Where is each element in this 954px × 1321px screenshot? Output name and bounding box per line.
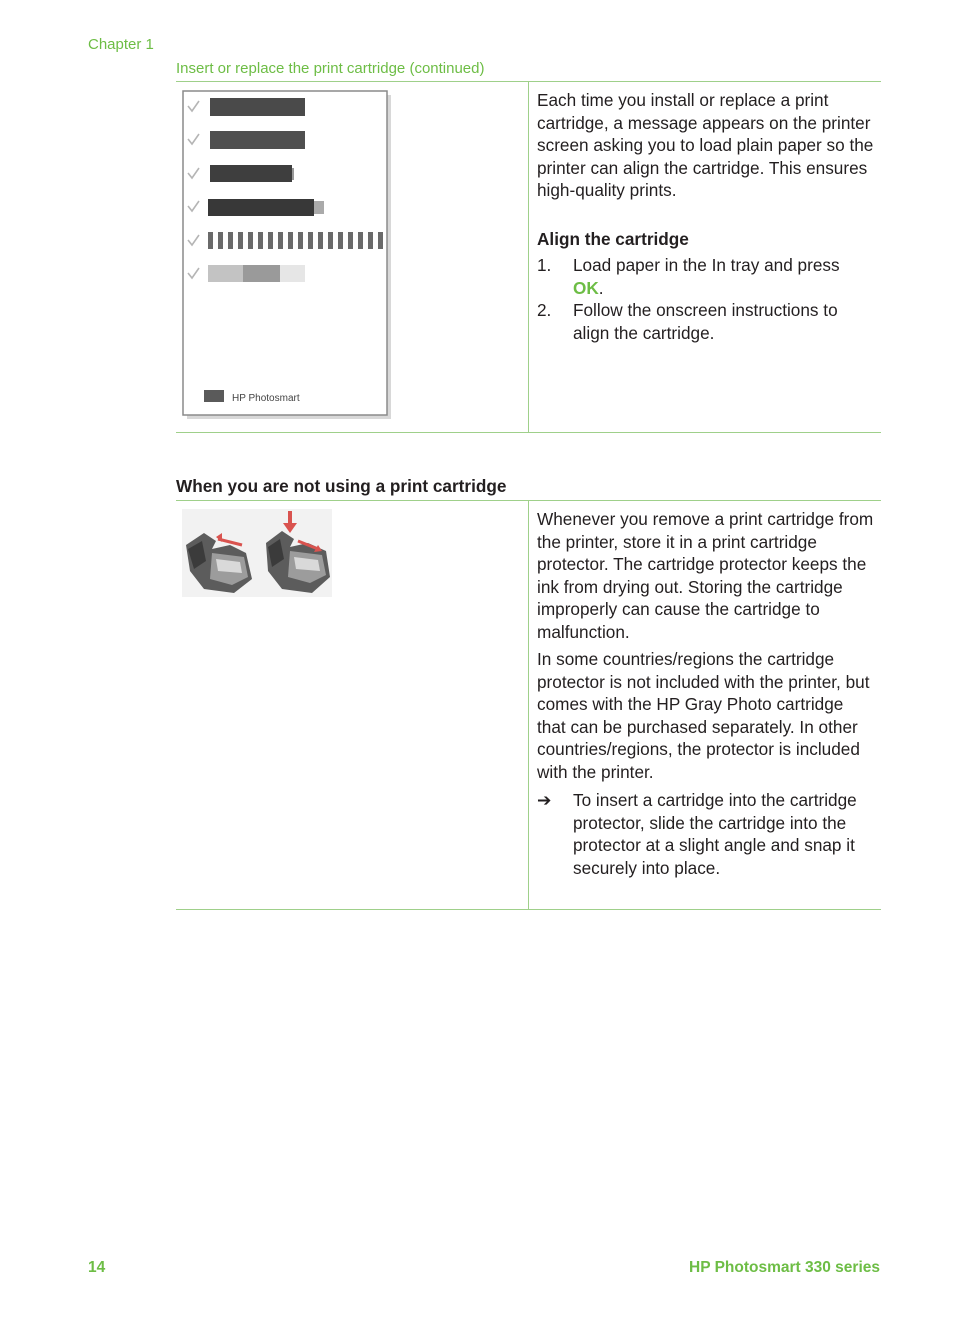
- product-name: HP Photosmart 330 series: [689, 1259, 880, 1276]
- step-text: Load paper in the In tray and press: [573, 255, 840, 275]
- align-heading: Align the cartridge: [537, 228, 689, 249]
- align-steps-list: [537, 254, 875, 344]
- ok-button-label: OK: [573, 277, 599, 298]
- section-title: When you are not using a print cartridge: [176, 476, 507, 496]
- step-text: Follow the onscreen instructions to align the cartridge.: [573, 300, 838, 343]
- step-text-end: .: [598, 277, 604, 298]
- tip-text: To insert a cartridge into the cartridge protector, slide the cartridge into the protector at a slight angle and snap it securely into place.: [573, 790, 857, 878]
- list-item: [537, 299, 875, 344]
- alignment-page-illustration: [180, 88, 395, 423]
- step-number: 2.: [537, 300, 552, 320]
- step-number: 1.: [537, 255, 552, 275]
- table1-bottom-rule: [176, 432, 881, 433]
- arrow-icon: ➔: [537, 790, 552, 810]
- tip: [537, 789, 875, 879]
- intro-paragraph: Each time you install or replace a print cartridge, a message appears on the printer screen asking you to load plain paper so the printer can align the cartridge. This ensures high-quality prints.: [537, 90, 874, 200]
- list-item: [537, 254, 875, 299]
- table2-bottom-rule: [176, 909, 881, 910]
- table-caption: Insert or replace the print cartridge (continued): [176, 60, 485, 77]
- cartridge-protector-illustration: [182, 509, 332, 597]
- page-number: 14: [88, 1259, 106, 1276]
- table1-instructions: [537, 89, 875, 344]
- table2-column-divider: [528, 501, 529, 909]
- availability-paragraph: In some countries/regions the cartridge protector is not included with the printer, but comes with the HP Gray Photo cartridge that can be purchased separately. In other countries/regions, the protector is included with the printer.: [537, 649, 870, 782]
- table2-text: [537, 508, 875, 879]
- chapter-label: Chapter 1: [88, 36, 154, 53]
- page-logo-text: HP Photosmart: [232, 393, 300, 404]
- table1-column-divider: [528, 82, 529, 432]
- storage-paragraph: Whenever you remove a print cartridge from the printer, store it in a print cartridge protector. The cartridge protector keeps the ink from drying out. Storing the cartridge improperly can cause the cartridge to malfunction.: [537, 509, 874, 642]
